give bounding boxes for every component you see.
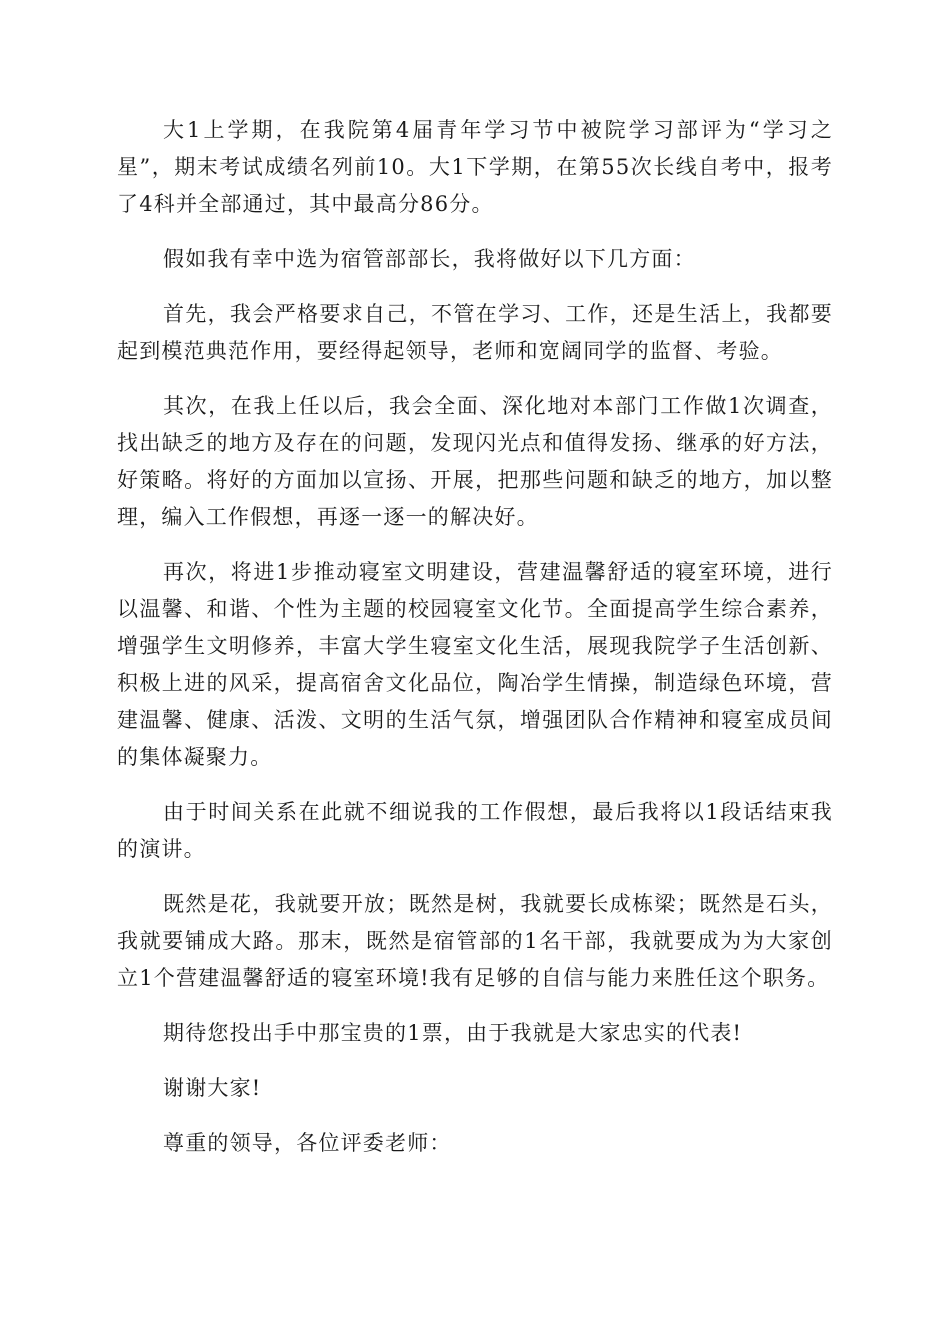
paragraph-study-record: 大1上学期，在我院第4届青年学习节中被院学习部评为“学习之星”，期末考试成绩名列前10。大1下学期，在第55次长线自考中，报考了4科并全部通过，其中最高分86分。 (117, 118, 833, 216)
document-body (117, 112, 833, 1180)
paragraph-flower-tree: 既然是花，我就要开放；既然是树，我就要长成栋梁；既然是石头，我就要铺成大路。那末，既然是宿管部的1名干部，我就要成为为大家创立1个营建温馨舒适的寝室环境!我有足够的自信与能力来胜任这个职务。 (117, 892, 833, 990)
paragraph-intro-plan: 假如我有幸中选为宿管部部长，我将做好以下几方面： (163, 247, 696, 271)
paragraph-vote-request: 期待您投出手中那宝贵的1票，由于我就是大家忠实的代表! (163, 1021, 743, 1045)
paragraph-salutation: 尊重的领导，各位评委老师： (163, 1131, 452, 1155)
paragraph-third: 再次，将进1步推动寝室文明建设，营建温馨舒适的寝室环境，进行以温馨、和谐、个性为主题的校园寝室文化节。全面提高学生综合素养，增强学生文明修养，丰富大学生寝室文化生活，展现我院学子生活创新、积极上进的风采，提高宿舍文化品位，陶冶学生情操，制造绿色环境，营建温馨、健康、活泼、文明的生活气氛，增强团队合作精神和寝室成员间的集体凝聚力。 (117, 560, 833, 769)
paragraph-first: 首先，我会严格要求自己，不管在学习、工作，还是生活上，我都要起到模范典范作用，要经得起领导，老师和宽阔同学的监督、考验。 (117, 302, 833, 363)
paragraph-thanks: 谢谢大家! (163, 1076, 262, 1100)
paragraph-second: 其次，在我上任以后，我会全面、深化地对本部门工作做1次调查，找出缺乏的地方及存在的问题，发现闪光点和值得发扬、继承的好方法，好策略。将好的方面加以宣扬、开展，把那些问题和缺乏的地方，加以整理，编入工作假想，再逐一逐一的解决好。 (117, 394, 833, 529)
paragraph-time-note: 由于时间关系在此就不细说我的工作假想，最后我将以1段话结束我的演讲。 (117, 800, 833, 861)
